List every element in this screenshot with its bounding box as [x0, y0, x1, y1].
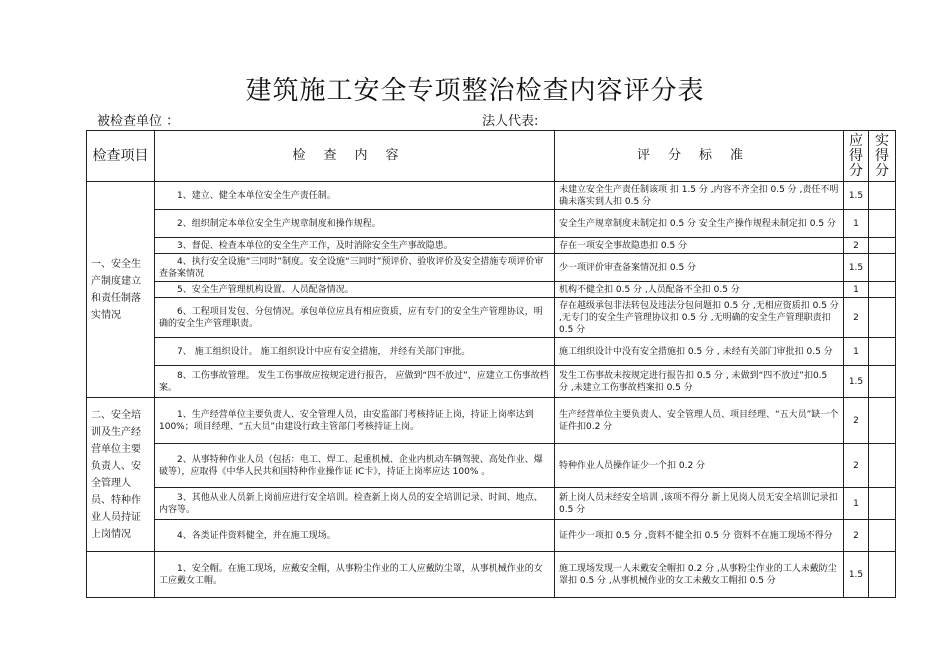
standard-cell: 发生工伤事故未按规定进行报告扣 0.5 分 , 未做到“四不放过”扣0.5 分 ,未建立工伤事故档案扣 0.5 分 [555, 366, 844, 398]
category-cell: 二、安全培训及生产经营单位主要负责人、安全管理人员、特种作业人员持证上岗情况 [87, 398, 155, 552]
table-row [87, 298, 896, 338]
content-cell: 1、建立、健全本单位安全生产责任制。 [155, 182, 555, 210]
content-cell: 7、 施工组织设计。 施工组织设计中应有安全措施， 并经有关部门审批。 [155, 338, 555, 366]
standard-cell: 存在一项安全事故隐患扣 0.5 分 [555, 238, 844, 254]
category-cell [87, 552, 155, 598]
content-cell: 4、执行安全设施“三同时”制度。安全设施“三同时”预评价、验收评价及安全措施专项评价审查备案情况 [155, 254, 555, 282]
legal-rep-label: 法人代表: [482, 114, 539, 129]
header-standard: 评分标准 [555, 131, 844, 182]
due-score-cell: 1.5 [844, 552, 869, 598]
actual-score-cell[interactable] [869, 282, 896, 298]
content-cell: 5、安全生产管理机构设置、人员配备情况。 [155, 282, 555, 298]
actual-score-cell[interactable] [869, 444, 896, 488]
standard-cell: 施工组织设计中没有安全措施扣 0.5 分 , 未经有关部门审批扣 0.5 分 [555, 338, 844, 366]
page-title: 建筑施工安全专项整治检查内容评分表 [245, 76, 705, 106]
due-score-cell: 1 [844, 210, 869, 238]
header-item: 检查项目 [87, 131, 155, 182]
actual-score-cell[interactable] [869, 238, 896, 254]
table-row [87, 238, 896, 254]
due-score-cell: 2 [844, 520, 869, 552]
actual-score-cell[interactable] [869, 182, 896, 210]
standard-cell: 未建立安全生产责任制该项 扣 1.5 分 ,内容不齐全扣 0.5 分 ,责任不明确未落实到人扣 0.5 分 [555, 182, 844, 210]
header-row [87, 131, 896, 182]
header-actual-score: 实得分 [869, 131, 896, 182]
standard-cell: 存在越级承包非法转包及违法分包问题扣 0.5 分 ,无相应资质扣 0.5 分 ,无专门的安全生产管理协议扣 0.5 分 ,无明确的安全生产管理职责扣 0.5 分 [555, 298, 844, 338]
due-score-cell: 2 [844, 298, 869, 338]
table-row [87, 182, 896, 210]
due-score-cell: 1 [844, 488, 869, 520]
content-cell: 8、工伤事故管理。 发生工伤事故应按规定进行报告， 应做到“四不放过”，应建立工伤事故档案。 [155, 366, 555, 398]
table-row [87, 210, 896, 238]
table-row [87, 254, 896, 282]
standard-cell: 特种作业人员操作证少一个扣 0.2 分 [555, 444, 844, 488]
actual-score-cell[interactable] [869, 338, 896, 366]
content-cell: 1、安全帽。在施工现场，应戴安全帽，从事粉尘作业的工人应戴防尘罩，从事机械作业的女工应戴女工帽。 [155, 552, 555, 598]
due-score-cell: 2 [844, 238, 869, 254]
standard-cell: 少一项评价审查备案情况扣 0.5 分 [555, 254, 844, 282]
content-cell: 4、各类证件资料健全，并在施工现场。 [155, 520, 555, 552]
content-cell: 2、从事特种作业人员（包括：电工、焊工、起重机械、企业内机动车辆驾驶、高处作业、爆破等），应取得《中华人民共和国特种作业操作证 IC卡》，持证上岗率应达 100% 。 [155, 444, 555, 488]
actual-score-cell[interactable] [869, 520, 896, 552]
score-table [86, 130, 896, 598]
due-score-cell: 1 [844, 338, 869, 366]
due-score-cell: 2 [844, 398, 869, 444]
table-row [87, 520, 896, 552]
content-cell: 3、其他从业人员新上岗前应进行安全培训。检查新上岗人员的安全培训记录、时间、地点、内容等。 [155, 488, 555, 520]
actual-score-cell[interactable] [869, 366, 896, 398]
standard-cell: 安全生产规章制度未制定扣 0.5 分 安全生产操作规程未制定扣 0.5 分 [555, 210, 844, 238]
table-row [87, 444, 896, 488]
content-cell: 2、组织制定本单位安全生产规章制度和操作规程。 [155, 210, 555, 238]
category-cell: 一、安全生产制度建立和责任制落实情况 [87, 182, 155, 398]
actual-score-cell[interactable] [869, 210, 896, 238]
content-cell: 6、工程项目发包、分包情况。承包单位应具有相应资质，应有专门的安全生产管理协议，明确的安全生产管理职责。 [155, 298, 555, 338]
standard-cell: 生产经营单位主要负责人、安全管理人员、项目经理、“五大员”缺一个证件扣0.2 分 [555, 398, 844, 444]
due-score-cell: 1.5 [844, 182, 869, 210]
inspected-unit-label: 被检查单位 ： [97, 114, 180, 129]
actual-score-cell[interactable] [869, 552, 896, 598]
table-row [87, 338, 896, 366]
due-score-cell: 1.5 [844, 366, 869, 398]
actual-score-cell[interactable] [869, 398, 896, 444]
table-row [87, 366, 896, 398]
content-cell: 3、督促、检查本单位的安全生产工作，及时消除安全生产事故隐患。 [155, 238, 555, 254]
header-content: 检查内容 [155, 131, 555, 182]
table-row [87, 398, 896, 444]
actual-score-cell[interactable] [869, 298, 896, 338]
standard-cell: 机构不健全扣 0.5 分 ,人员配备不全扣 0.5 分 [555, 282, 844, 298]
table-row [87, 488, 896, 520]
header-due-score: 应得分 [844, 131, 869, 182]
standard-cell: 证件少一项扣 0.5 分 ,资料不健全扣 0.5 分 资料不在施工现场不得分 [555, 520, 844, 552]
due-score-cell: 1.5 [844, 254, 869, 282]
content-cell: 1、生产经营单位主要负责人、安全管理人员，由安监部门考核持证上岗，持证上岗率达到 100%；项目经理、“五大员”由建设行政主管部门考核持证上岗。 [155, 398, 555, 444]
due-score-cell: 2 [844, 444, 869, 488]
due-score-cell: 1 [844, 282, 869, 298]
table-row [87, 552, 896, 598]
actual-score-cell[interactable] [869, 488, 896, 520]
standard-cell: 新上岗人员未经安全培训 ,该项不得分 新上见岗人员无安全培训记录扣 0.5 分 [555, 488, 844, 520]
actual-score-cell[interactable] [869, 254, 896, 282]
standard-cell: 施工现场发现一人未戴安全帽扣 0.2 分 ,从事粉尘作业的工人未戴防尘罩扣 0.5 分 ,从事机械作业的女工未戴女工帽扣 0.5 分 [555, 552, 844, 598]
table-row [87, 282, 896, 298]
